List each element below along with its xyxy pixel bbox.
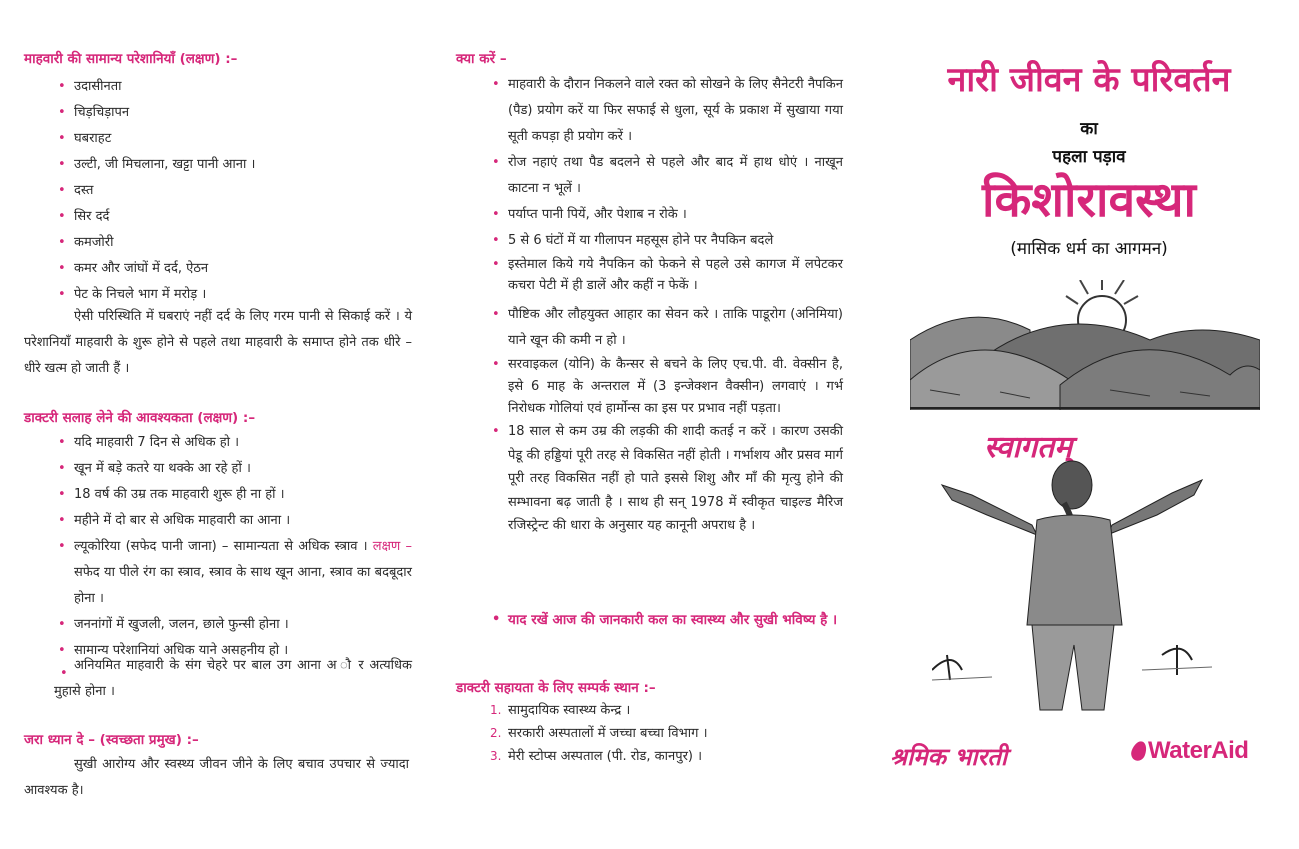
list-item: [74, 534, 412, 612]
list-item: • जननांगों में खुजली, जलन, छाले फुन्सी होना ।: [74, 612, 412, 638]
list-item: • खून में बड़े कतरे या थक्के आ रहे हों ।: [74, 456, 412, 482]
cover-subtitle: (मासिक धर्म का आगमन): [1010, 239, 1168, 259]
leucorrhoea-symptoms: सफेद या पीले रंग का स्त्राव, स्त्राव के साथ खून आना, स्त्राव का बदबूदार होना ।: [74, 565, 412, 606]
list-item: • उल्टी, जी मिचलाना, खट्टा पानी आना ।: [74, 152, 412, 178]
doctor-advice-list: [74, 430, 412, 664]
cover-title: नारी जीवन के परिवर्तन: [947, 60, 1231, 100]
list-item: • माहवारी के दौरान निकलने वाले रक्त को सोखने के लिए सैनेटरी नैपकिन (पैड) प्रयोग करें या फिर सफाई से धुला, सूर्य के प्रकाश में सुखाया गया सूती कपड़ा ही प्रयोग करें ।: [508, 72, 843, 150]
symptoms-list: [74, 74, 412, 308]
bullet-dot: •: [60, 666, 68, 681]
list-item: • इस्तेमाल किये गये नैपकिन को फेकने से पहले उसे कागज में लपेटकर कचरा पेटी में ही डालें और कहीं न फेकें ।: [508, 254, 843, 296]
water-drop-icon: [1129, 739, 1149, 763]
list-item: • चिड़चिड़ापन: [74, 100, 412, 126]
list-item: • सरवाइकल (योनि) के कैन्सर से बचने के लिए एच.पी. वी. वेक्सीन है, इसे 6 माह के अन्तराल में (3 इन्जेक्शन वैक्सीन) लगवाएं । गर्भ निरोधक गोलियां एवं हार्मोन्स का इस पर प्रभाव नहीं पड़ता।: [508, 354, 843, 420]
list-item: • यदि माहवारी 7 दिन से अधिक हो ।: [74, 430, 412, 456]
cover-ka: का: [1080, 119, 1098, 139]
symptom-label: लक्षण –: [372, 539, 412, 554]
contact-heading: डाक्टरी सहायता के लिए सम्पर्क स्थान :–: [456, 680, 656, 696]
item-number: 2.: [490, 726, 502, 740]
hair-acne-item: [54, 653, 412, 705]
contact-list: [490, 699, 838, 768]
list-item: [490, 699, 838, 722]
cover-padav: पहला पड़ाव: [1052, 147, 1126, 167]
list-item: • पौष्टिक और लौहयुक्त आहार का सेवन करे । ताकि पाडूरोग (अनिमिया) याने खून की कमी न हो ।: [508, 302, 843, 354]
cover-main-title: किशोरावस्था: [982, 172, 1196, 228]
list-item: • रोज नहाएं तथा पैड बदलने से पहले और बाद में हाथ धोएं । नाखून काटना न भूलें ।: [508, 150, 843, 202]
symptoms-heading: माहवारी की सामान्य परेशानियाँ (लक्षण) :–: [24, 51, 238, 67]
list-item: • उदासीनता: [74, 74, 412, 100]
remember-note: • याद रखें आज की जानकारी कल का स्वास्थ्य और सुखी भविष्य है ।: [508, 608, 843, 632]
list-item: • पेट के निचले भाग में मरोड़ ।: [74, 282, 412, 308]
list-item: • पर्याप्त पानी पियें, और पेशाब न रोके ।: [508, 202, 843, 228]
contact-text: सरकारी अस्पतालों में जच्चा बच्चा विभाग ।: [508, 726, 708, 741]
contact-text: मेरी स्टोप्स अस्पताल (पी. रोड, कानपुर) ।: [508, 749, 703, 764]
author-signature: श्रमिक भारती: [890, 742, 1008, 771]
hair-acne-text: अनियमित माहवारी के संग चेहरे पर बाल उग आना अ ौ र अत्यधिक मुहासे होना ।: [54, 658, 412, 699]
logo-text: WaterAid: [1148, 737, 1249, 764]
todo-heading: क्या करें –: [456, 51, 507, 67]
list-item: • सामान्य परेशानियां अधिक याने असहनीय हो ।: [74, 638, 412, 664]
list-item: • दस्त: [74, 178, 412, 204]
list-item: • महीने में दो बार से अधिक माहवारी का आना ।: [74, 508, 412, 534]
wateraid-logo: [1132, 737, 1248, 765]
item-number: 3.: [490, 749, 502, 763]
list-item: [490, 745, 838, 768]
list-item: • 18 वर्ष की उम्र तक माहवारी शुरू ही ना हों ।: [74, 482, 412, 508]
doctor-advice-heading: डाक्टरी सलाह लेने की आवश्यकता (लक्षण) :–: [24, 410, 256, 426]
mountains-illustration: [910, 280, 1260, 410]
hygiene-heading: जरा ध्यान दे – (स्वच्छता प्रमुख) :–: [24, 732, 199, 748]
item-number: 1.: [490, 703, 502, 717]
leucorrhoea-text: ल्यूकोरिया (सफेद पानी जाना) – सामान्यता से अधिक स्त्राव ।: [74, 539, 368, 554]
welcome-banner: स्वागतम्: [984, 430, 1073, 465]
contact-text: सामुदायिक स्वास्थ्य केन्द्र ।: [508, 703, 631, 718]
list-item: • कमर और जांघों में दर्द, ऐठन: [74, 256, 412, 282]
symptoms-paragraph: ऐसी परिस्थिति में घबराएं नहीं दर्द के लिए गरम पानी से सिकाई करें । ये परेशानियाँ माहवारी के शुरू होने से पहले तथा माहवारी के समाप्त होने तक धीरे – धीरे खत्म हो जाती हैं ।: [24, 309, 412, 376]
list-item: • 18 साल से कम उम्र की लड़की की शादी कतई न करें । कारण उसकी पेडू की हड्डियां पूरी तरह से विकसित नहीं होती । गर्भाशय और प्रसव मार्ग पूरी तरह विकसित नहीं हो पाते इससे शिशु और माँ की मृत्यु होने की सम्भावना बढ़ जाती है । साथ ही सन् 1978 में स्वीकृत चाइल्ड मैरिज रजिस्ट्रेन्ट की धारा के अनुसार यह कानूनी अपराध है ।: [508, 420, 843, 538]
girl-illustration: [932, 455, 1212, 725]
list-item: • सिर दर्द: [74, 204, 412, 230]
remember-list: [508, 608, 843, 632]
list-item: • कमजोरी: [74, 230, 412, 256]
list-item: [490, 722, 838, 745]
todo-list: [508, 72, 843, 538]
list-item: • घबराहट: [74, 126, 412, 152]
list-item: • 5 से 6 घंटों में या गीलापन महसूस होने पर नैपकिन बदले: [508, 228, 843, 254]
hygiene-paragraph: सुखी आरोग्य और स्वस्थ्य जीवन जीने के लिए बचाव उपचार से ज्यादा आवश्यक है।: [24, 757, 409, 798]
